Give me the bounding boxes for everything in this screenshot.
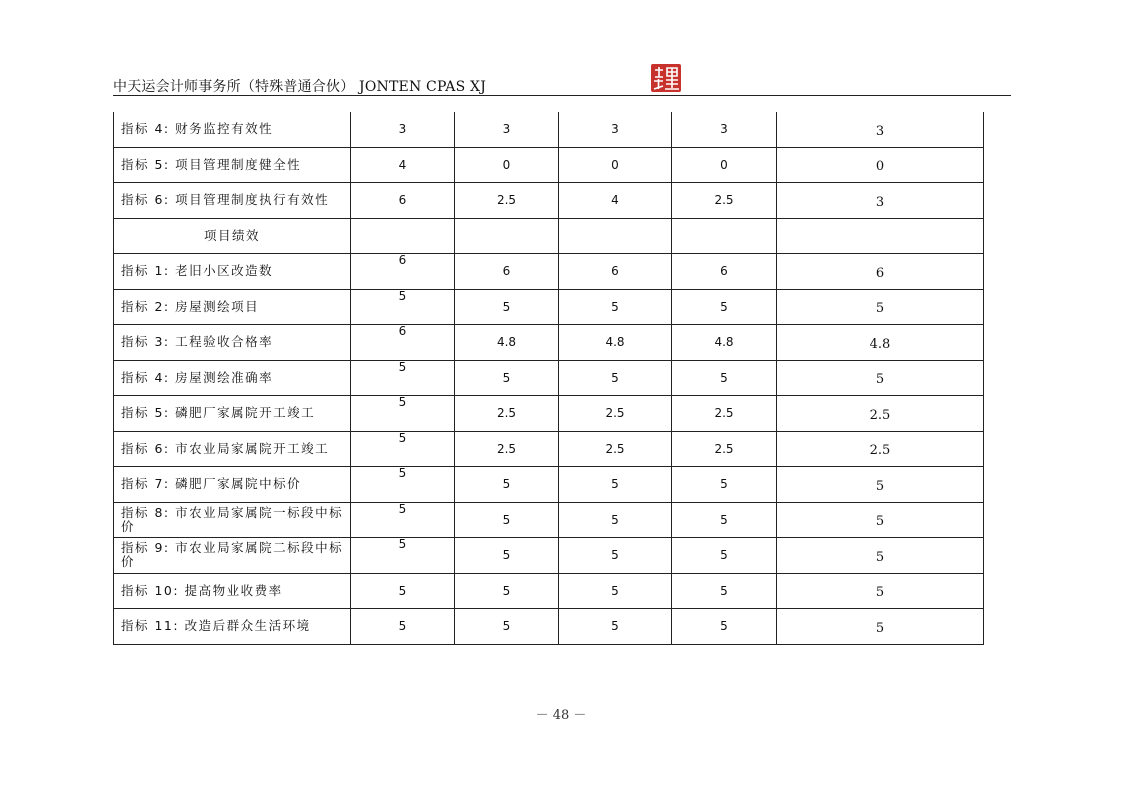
indicator-label-text: 指标 6: 市农业局家属院开工竣工: [121, 440, 330, 456]
indicator-label: [114, 325, 351, 361]
score-cell-5: [777, 431, 984, 467]
score-cell-4: [672, 573, 777, 609]
score-cell-5: [777, 218, 984, 254]
score-cell-3: [559, 254, 672, 290]
page-number: － 48 －: [535, 708, 587, 723]
score-value: 2.5: [869, 407, 891, 423]
score-value: 6: [502, 264, 511, 279]
score-cell-5: [777, 573, 984, 609]
score-value: 2.5: [496, 441, 517, 456]
score-value: 5: [611, 477, 619, 492]
table-row: [114, 609, 984, 645]
indicator-label-text: 指标 1: 老旧小区改造数: [121, 263, 274, 279]
score-cell-4: [672, 609, 777, 645]
table-row: [114, 467, 984, 503]
score-cell-3: [559, 467, 672, 503]
score-cell-4: [672, 467, 777, 503]
score-value: 5: [875, 585, 885, 601]
score-cell-4: [672, 218, 777, 254]
score-cell-1: [351, 183, 455, 219]
score-value: 3: [502, 122, 511, 137]
score-cell-5: [777, 289, 984, 325]
score-value: 2.5: [496, 193, 517, 208]
score-value: 5: [611, 619, 619, 634]
score-cell-2: [455, 112, 559, 147]
score-value: 2.5: [714, 406, 734, 421]
indicator-label-text: 指标 5: 磷肥厂家属院开工竣工: [121, 405, 316, 421]
table-section-row: [114, 218, 984, 254]
score-cell-1: [351, 431, 455, 467]
score-cell-4: [672, 431, 777, 467]
score-value: 4.8: [869, 336, 891, 352]
score-cell-2: [455, 360, 559, 396]
header-rule: [113, 95, 1011, 96]
score-value: 5: [398, 619, 407, 634]
score-value: 5: [502, 548, 511, 563]
score-cell-2: [455, 289, 559, 325]
score-value: 5: [611, 512, 619, 527]
score-value: 5: [398, 466, 407, 480]
score-cell-3: [559, 325, 672, 361]
score-value: 4.8: [605, 335, 625, 350]
score-value: 5: [398, 395, 407, 409]
score-value: 6: [398, 193, 407, 208]
score-cell-3: [559, 609, 672, 645]
indicator-label: [114, 254, 351, 290]
indicator-score-table: [113, 112, 984, 645]
score-cell-5: [777, 325, 984, 361]
score-cell-2: [455, 325, 559, 361]
score-value: 6: [720, 264, 728, 279]
score-cell-3: [559, 431, 672, 467]
table-row: [114, 573, 984, 609]
score-value: 2.5: [605, 406, 625, 421]
indicator-label-text: 指标 8: 市农业局家属院一标段中标价: [121, 504, 344, 534]
score-value: 5: [398, 359, 407, 374]
score-value: 5: [875, 372, 885, 388]
score-cell-1: [351, 573, 455, 609]
score-cell-2: [455, 147, 559, 183]
score-cell-1: [351, 396, 455, 432]
score-value: 4.8: [714, 335, 734, 350]
score-cell-1: [351, 147, 455, 183]
score-cell-5: [777, 609, 984, 645]
score-value: 0: [502, 157, 511, 172]
score-value: 5: [398, 583, 407, 598]
indicator-label: [114, 502, 351, 538]
score-value: 5: [875, 514, 885, 530]
score-cell-1: [351, 218, 455, 254]
score-cell-1: [351, 502, 455, 538]
score-value: 3: [720, 122, 728, 137]
score-cell-1: [351, 538, 455, 574]
indicator-label: [114, 573, 351, 609]
score-value: 5: [720, 548, 728, 563]
indicator-label: [114, 396, 351, 432]
table-row: [114, 183, 984, 219]
seal-glyph: [651, 64, 681, 92]
score-value: 5: [502, 477, 511, 492]
score-cell-2: [455, 183, 559, 219]
score-cell-1: [351, 360, 455, 396]
indicator-label-text: 指标 9: 市农业局家属院二标段中标价: [121, 540, 344, 570]
score-cell-4: [672, 147, 777, 183]
score-cell-3: [559, 289, 672, 325]
score-cell-5: [777, 396, 984, 432]
header-title: 中天运会计师事务所（特殊普通合伙） JONTEN CPAS XJ: [113, 79, 487, 95]
score-value: 6: [398, 324, 407, 338]
score-value: 5: [611, 299, 619, 314]
score-cell-5: [777, 254, 984, 290]
score-value: 5: [611, 370, 619, 385]
indicator-label: [114, 431, 351, 467]
score-cell-5: [777, 538, 984, 574]
score-cell-2: [455, 502, 559, 538]
score-cell-3: [559, 218, 672, 254]
score-cell-3: [559, 396, 672, 432]
score-cell-3: [559, 360, 672, 396]
score-cell-5: [777, 147, 984, 183]
score-cell-5: [777, 502, 984, 538]
score-cell-5: [777, 467, 984, 503]
table-row: [114, 396, 984, 432]
score-value: 6: [875, 265, 885, 281]
indicator-label: [114, 360, 351, 396]
score-cell-4: [672, 502, 777, 538]
score-value: 0: [720, 157, 728, 172]
indicator-label: [114, 112, 351, 147]
indicator-label: [114, 467, 351, 503]
score-value: 2.5: [605, 441, 625, 456]
score-value: 3: [398, 122, 407, 137]
indicator-label-text: 指标 4: 房屋测绘准确率: [121, 369, 274, 385]
score-cell-2: [455, 431, 559, 467]
score-value: 0: [611, 157, 619, 172]
score-value: 5: [720, 583, 728, 598]
indicator-label-text: 指标 2: 房屋测绘项目: [121, 298, 260, 314]
score-cell-3: [559, 502, 672, 538]
score-cell-5: [777, 112, 984, 147]
score-cell-4: [672, 183, 777, 219]
score-value: 5: [720, 619, 728, 634]
score-value: 5: [502, 512, 511, 527]
score-cell-2: [455, 218, 559, 254]
score-value: 5: [720, 512, 728, 527]
score-value: 5: [398, 501, 407, 516]
section-label: [114, 218, 351, 254]
score-value: 5: [720, 370, 728, 385]
score-value: 2.5: [714, 441, 734, 456]
table-row: [114, 360, 984, 396]
score-cell-2: [455, 467, 559, 503]
score-cell-3: [559, 183, 672, 219]
score-value: 5: [720, 477, 728, 492]
score-value: 6: [611, 264, 619, 279]
score-cell-2: [455, 254, 559, 290]
score-value: 5: [875, 478, 885, 494]
indicator-label-text: 指标 3: 工程验收合格率: [121, 334, 274, 350]
indicator-label-text: 指标 7: 磷肥厂家属院中标价: [121, 476, 302, 492]
score-cell-4: [672, 289, 777, 325]
score-value: 5: [875, 620, 885, 636]
table-row: [114, 289, 984, 325]
indicator-label-text: 项目绩效: [204, 227, 261, 243]
score-value: 4.8: [496, 335, 517, 350]
indicator-label: [114, 183, 351, 219]
indicator-label-text: 指标 10: 提高物业收费率: [121, 582, 283, 598]
score-value: 3: [611, 122, 619, 137]
score-value: 5: [875, 549, 885, 565]
score-value: 4: [611, 193, 619, 208]
score-cell-4: [672, 396, 777, 432]
score-value: 5: [502, 299, 511, 314]
score-value: 5: [502, 370, 511, 385]
score-value: 2.5: [714, 193, 734, 208]
table-row: [114, 147, 984, 183]
table-row: [114, 325, 984, 361]
score-cell-1: [351, 609, 455, 645]
score-cell-2: [455, 538, 559, 574]
indicator-label-text: 指标 5: 项目管理制度健全性: [121, 156, 302, 172]
score-cell-3: [559, 573, 672, 609]
score-value: 3: [875, 123, 885, 139]
score-cell-4: [672, 325, 777, 361]
score-cell-2: [455, 609, 559, 645]
score-value: 3: [875, 194, 885, 210]
score-cell-4: [672, 360, 777, 396]
score-value: 5: [398, 430, 407, 445]
score-value: 5: [611, 583, 619, 598]
jonten-seal-logo-icon: [651, 64, 681, 92]
score-cell-4: [672, 538, 777, 574]
table-row: [114, 431, 984, 467]
score-cell-3: [559, 147, 672, 183]
score-cell-2: [455, 396, 559, 432]
score-value: 0: [875, 159, 885, 175]
score-value: 5: [502, 619, 511, 634]
table-row: [114, 538, 984, 574]
score-cell-3: [559, 112, 672, 147]
score-cell-2: [455, 573, 559, 609]
indicator-table-container: [113, 112, 983, 645]
page-header: [113, 74, 1011, 96]
score-cell-1: [351, 112, 455, 147]
indicator-label-text: 指标 11: 改造后群众生活环境: [121, 618, 311, 634]
indicator-label: [114, 609, 351, 645]
score-cell-1: [351, 289, 455, 325]
indicator-label: [114, 147, 351, 183]
score-value: 5: [720, 299, 728, 314]
score-value: 5: [875, 301, 885, 317]
score-cell-1: [351, 467, 455, 503]
score-cell-4: [672, 254, 777, 290]
score-value: 5: [398, 288, 407, 303]
table-row: [114, 502, 984, 538]
score-cell-5: [777, 360, 984, 396]
score-value: 6: [398, 253, 407, 267]
score-cell-1: [351, 325, 455, 361]
score-cell-4: [672, 112, 777, 147]
indicator-label-text: 指标 6: 项目管理制度执行有效性: [121, 192, 330, 208]
indicator-label: [114, 538, 351, 574]
score-value: 5: [611, 548, 619, 563]
indicator-label-text: 指标 4: 财务监控有效性: [121, 121, 274, 137]
score-cell-5: [777, 183, 984, 219]
indicator-label: [114, 289, 351, 325]
score-value: 2.5: [869, 443, 891, 459]
score-value: 4: [398, 157, 407, 172]
table-row: [114, 254, 984, 290]
score-cell-1: [351, 254, 455, 290]
score-value: 5: [398, 537, 407, 551]
score-value: 5: [502, 583, 511, 598]
score-cell-3: [559, 538, 672, 574]
score-value: 2.5: [496, 406, 517, 421]
table-row: [114, 112, 984, 147]
